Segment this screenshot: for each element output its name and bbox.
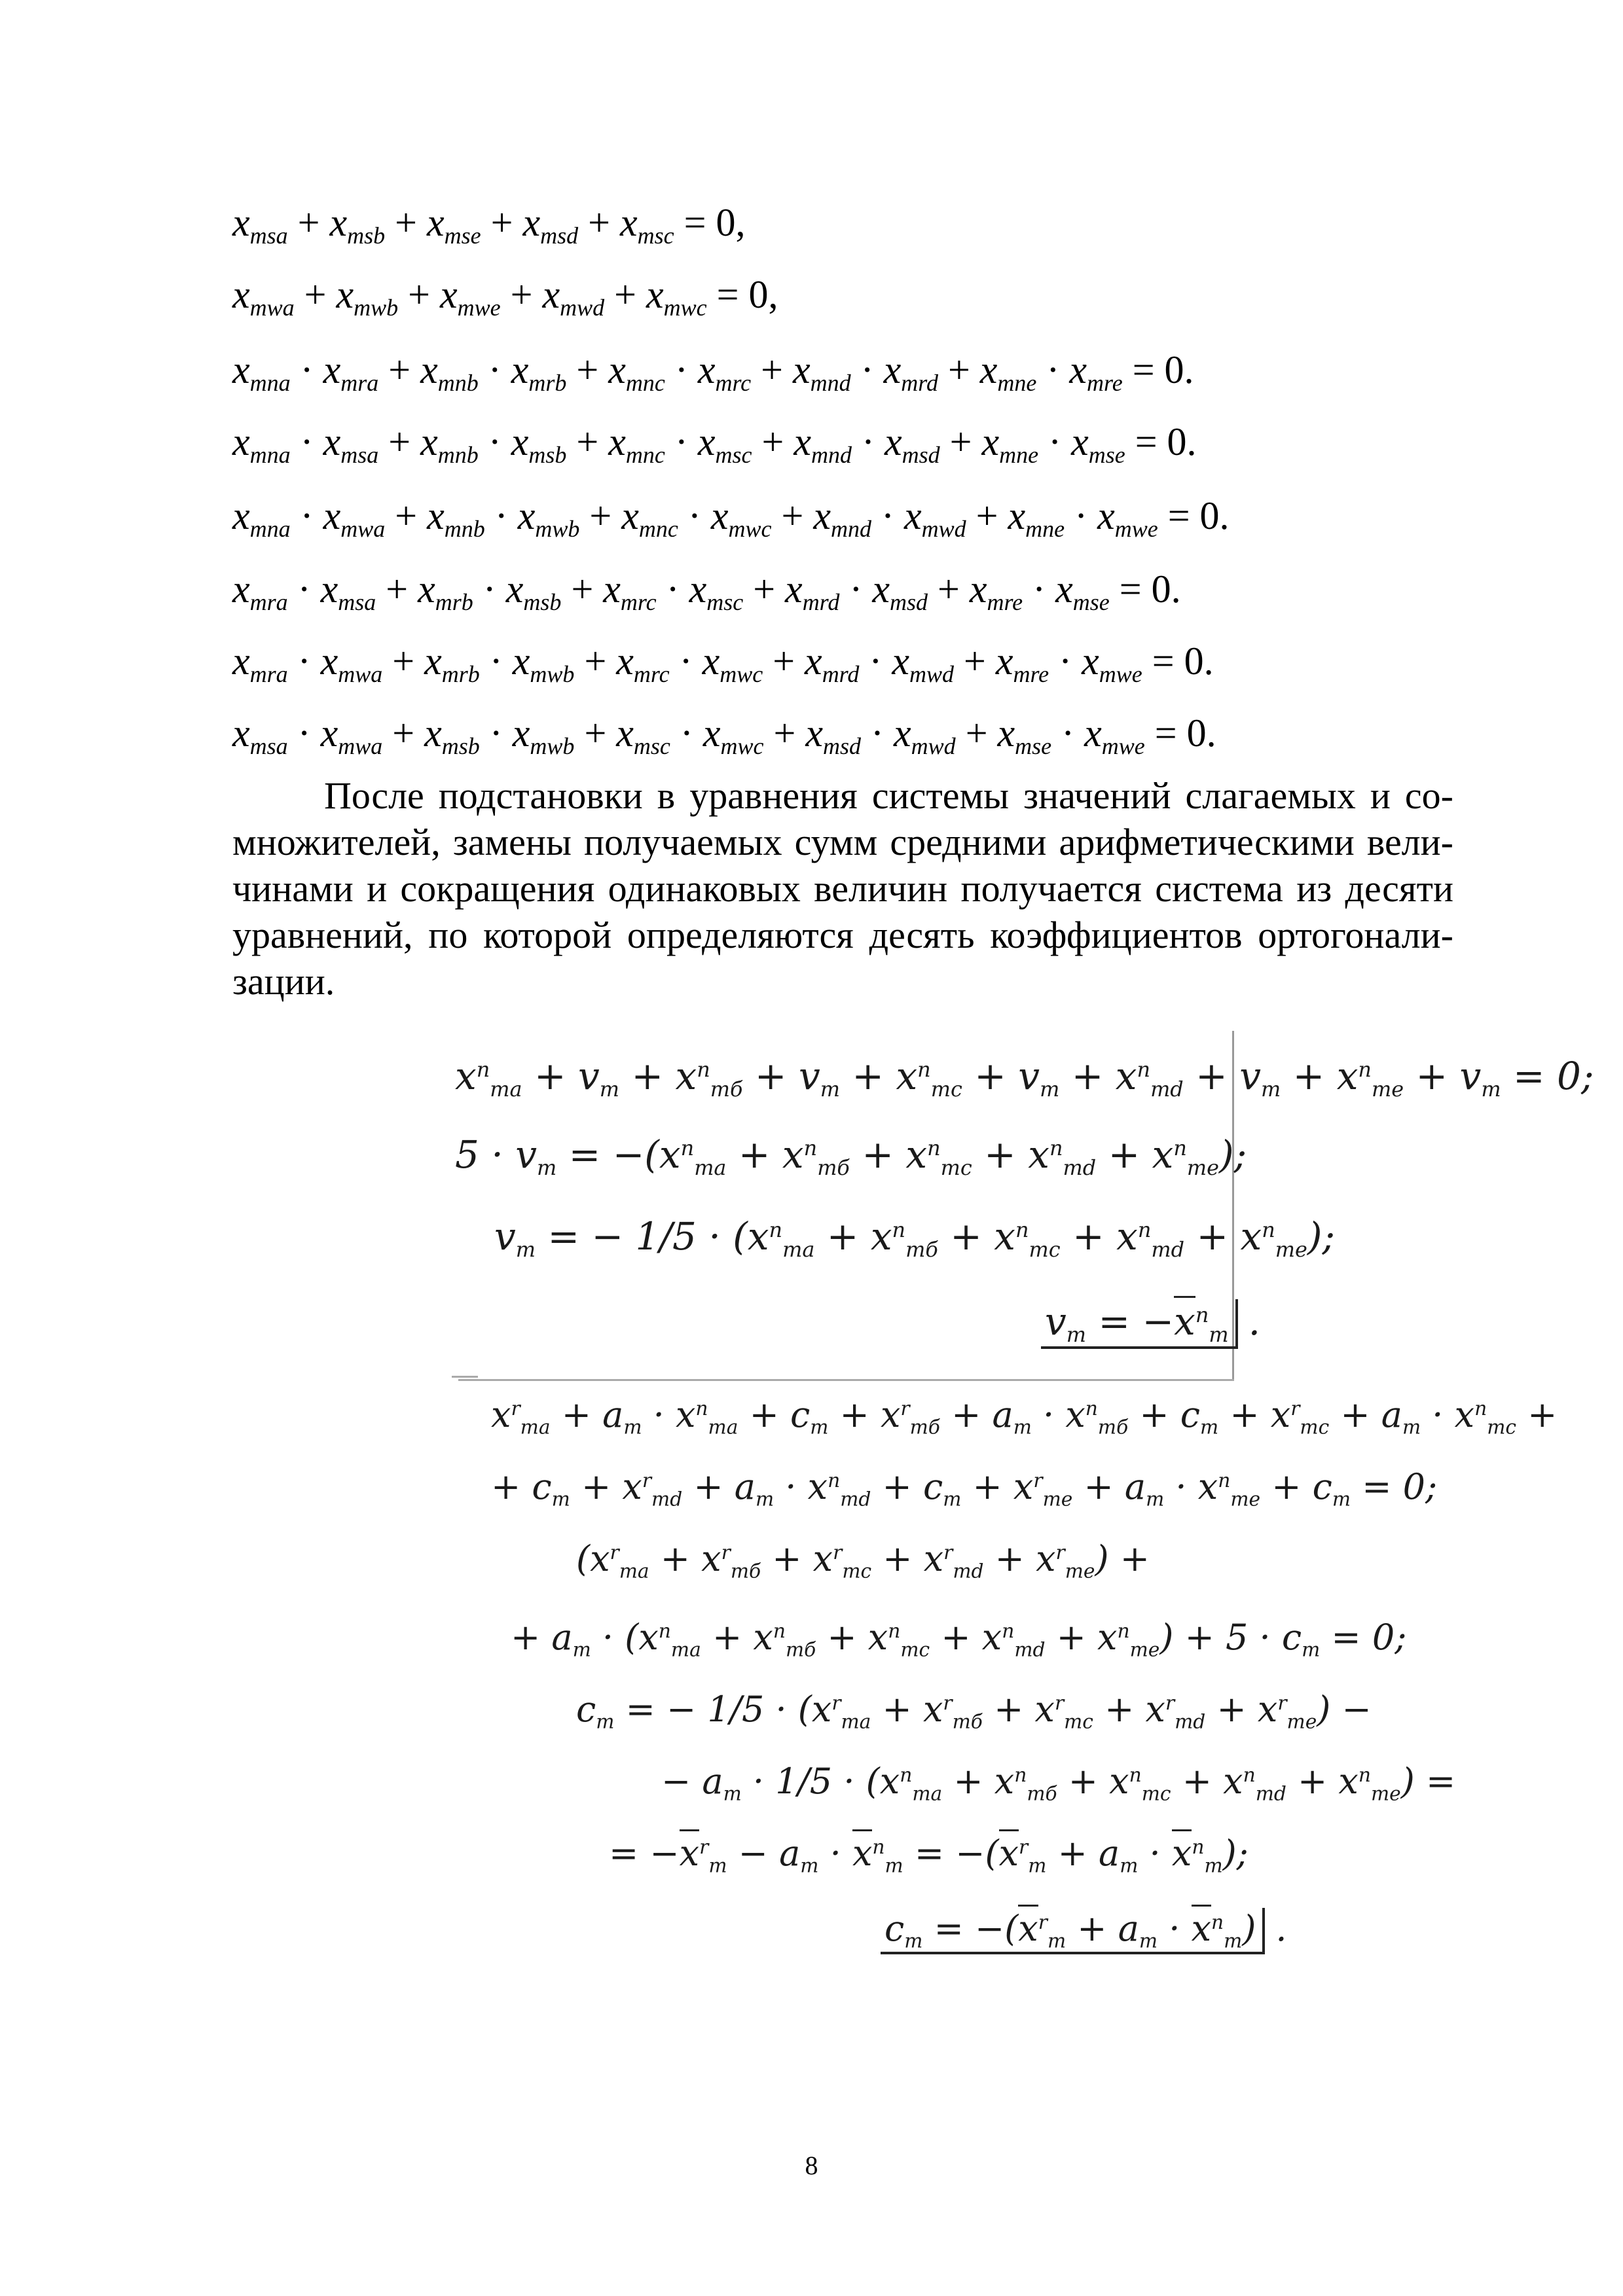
handwritten-eq-4-boxed: $v_m = -x^n_m$ . [1041, 1302, 1260, 1340]
handwritten-eq-12-boxed: $c_m = -(x^r_m + a_m \cdot x^n_m)$ . [881, 1911, 1287, 1946]
equation-4: $x_{mna} \cdot x_{msa} + x_{mnb} \cdot x_{msb} + x_{mnc} \cdot x_{msc} + x_{mnd} \cdot x_{msd} + x_{mne} \cdot x_{mse} = 0$. [232, 420, 1197, 468]
equation-1: $x_{msa} + x_{msb} + x_{mse} + x_{msd} + x_{msc} = 0$, [232, 201, 746, 249]
handwritten-eq-1: $x^n_{ma} + v_m + x^n_{mб} + v_m + x^n_{mc} + v_m + x^n_{md} + v_m + x^n_{me} + v_m = 0$; [455, 1054, 1594, 1102]
handwritten-eq-7: $(x^r_{ma} + x^r_{mб} + x^r_{mc} + x^r_{md} + x^r_{me})$ + [576, 1538, 1150, 1583]
equation-2: $x_{mwa} + x_{mwb} + x_{mwe} + x_{mwd} + x_{mwc} = 0$, [232, 273, 778, 321]
paragraph-line: После подстановки в уравнения системы значений слагаемых и со- [324, 774, 1453, 817]
paragraph-line: уравнений, по которой определяются десять коэффициентов ортогонали- [232, 914, 1453, 956]
paragraph-line: чинами и сокращения одинаковых величин получается система из десяти [232, 867, 1453, 910]
scan-frame-mark [452, 1376, 478, 1378]
equation-8: $x_{msa} \cdot x_{mwa} + x_{msb} \cdot x_{mwb} + x_{msc} \cdot x_{mwc} + x_{msd} \cdot x_{mwd} + x_{mse} \cdot x_{mwe} = 0$. [232, 711, 1216, 759]
scan-frame-edge [458, 1379, 1234, 1381]
handwritten-eq-10: − $a_m \cdot 1/5 \cdot (x^n_{ma} + x^n_{mб} + x^n_{mc} + x^n_{md} + x^n_{me})$ = [661, 1761, 1456, 1806]
page-number: 8 [805, 2151, 818, 2180]
handwritten-eq-2: $5 \cdot v_m = -(x^n_{ma} + x^n_{mб} + x^n_{mc} + x^n_{md} + x^n_{me})$; [455, 1132, 1247, 1181]
body-paragraph [232, 772, 1453, 1005]
paragraph-line: множителей, замены получаемых сумм средними арифметическими вели- [232, 821, 1453, 863]
handwritten-eq-8: + $a_m \cdot (x^n_{ma} + x^n_{mб} + x^n_{mc} + x^n_{md} + x^n_{me}) + 5 \cdot c_m = 0$; [511, 1617, 1407, 1662]
handwritten-eq-6: + $c_m + x^r_{md} + a_m \cdot x^n_{md} + c_m + x^r_{me} + a_m \cdot x^n_{me} + c_m = 0$; [491, 1466, 1438, 1511]
paragraph-line: зации. [232, 960, 335, 1003]
handwritten-eq-3: $v_m$ = − $1/5 \cdot (x^n_{ma} + x^n_{mб} + x^n_{mc} + x^n_{md} + x^n_{me})$; [494, 1214, 1336, 1263]
equation-3: $x_{mna} \cdot x_{mra} + x_{mnb} \cdot x_{mrb} + x_{mnc} \cdot x_{mrc} + x_{mnd} \cdot x_{mrd} + x_{mne} \cdot x_{mre} = 0$. [232, 348, 1194, 396]
handwritten-eq-5: $x^r_{ma} + a_m \cdot x^n_{ma} + c_m + x^r_{mб} + a_m \cdot x^n_{mб} + c_m + x^r_{mc} + a_m \cdot x^n_{mc}$ + [491, 1394, 1558, 1439]
equation-5: $x_{mna} \cdot x_{mwa} + x_{mnb} \cdot x_{mwb} + x_{mnc} \cdot x_{mwc} + x_{mnd} \cdot x_{mwd} + x_{mne} \cdot x_{mwe} = 0$. [232, 494, 1230, 542]
handwritten-eq-9: $c_m$ = − $1/5 \cdot (x^r_{ma} + x^r_{mб} + x^r_{mc} + x^r_{md} + x^r_{me})$ − [576, 1689, 1372, 1734]
equation-6: $x_{mra} \cdot x_{msa} + x_{mrb} \cdot x_{msb} + x_{mrc} \cdot x_{msc} + x_{mrd} \cdot x_{msd} + x_{mre} \cdot x_{mse} = 0$. [232, 567, 1181, 615]
handwritten-eq-11: = $-x^r_m - a_m \cdot x^n_m = -(x^r_m + a_m \cdot x^n_m)$; [609, 1836, 1249, 1871]
equation-7: $x_{mra} \cdot x_{mwa} + x_{mrb} \cdot x_{mwb} + x_{mrc} \cdot x_{mwc} + x_{mrd} \cdot x_{mwd} + x_{mre} \cdot x_{mwe} = 0$. [232, 639, 1214, 687]
